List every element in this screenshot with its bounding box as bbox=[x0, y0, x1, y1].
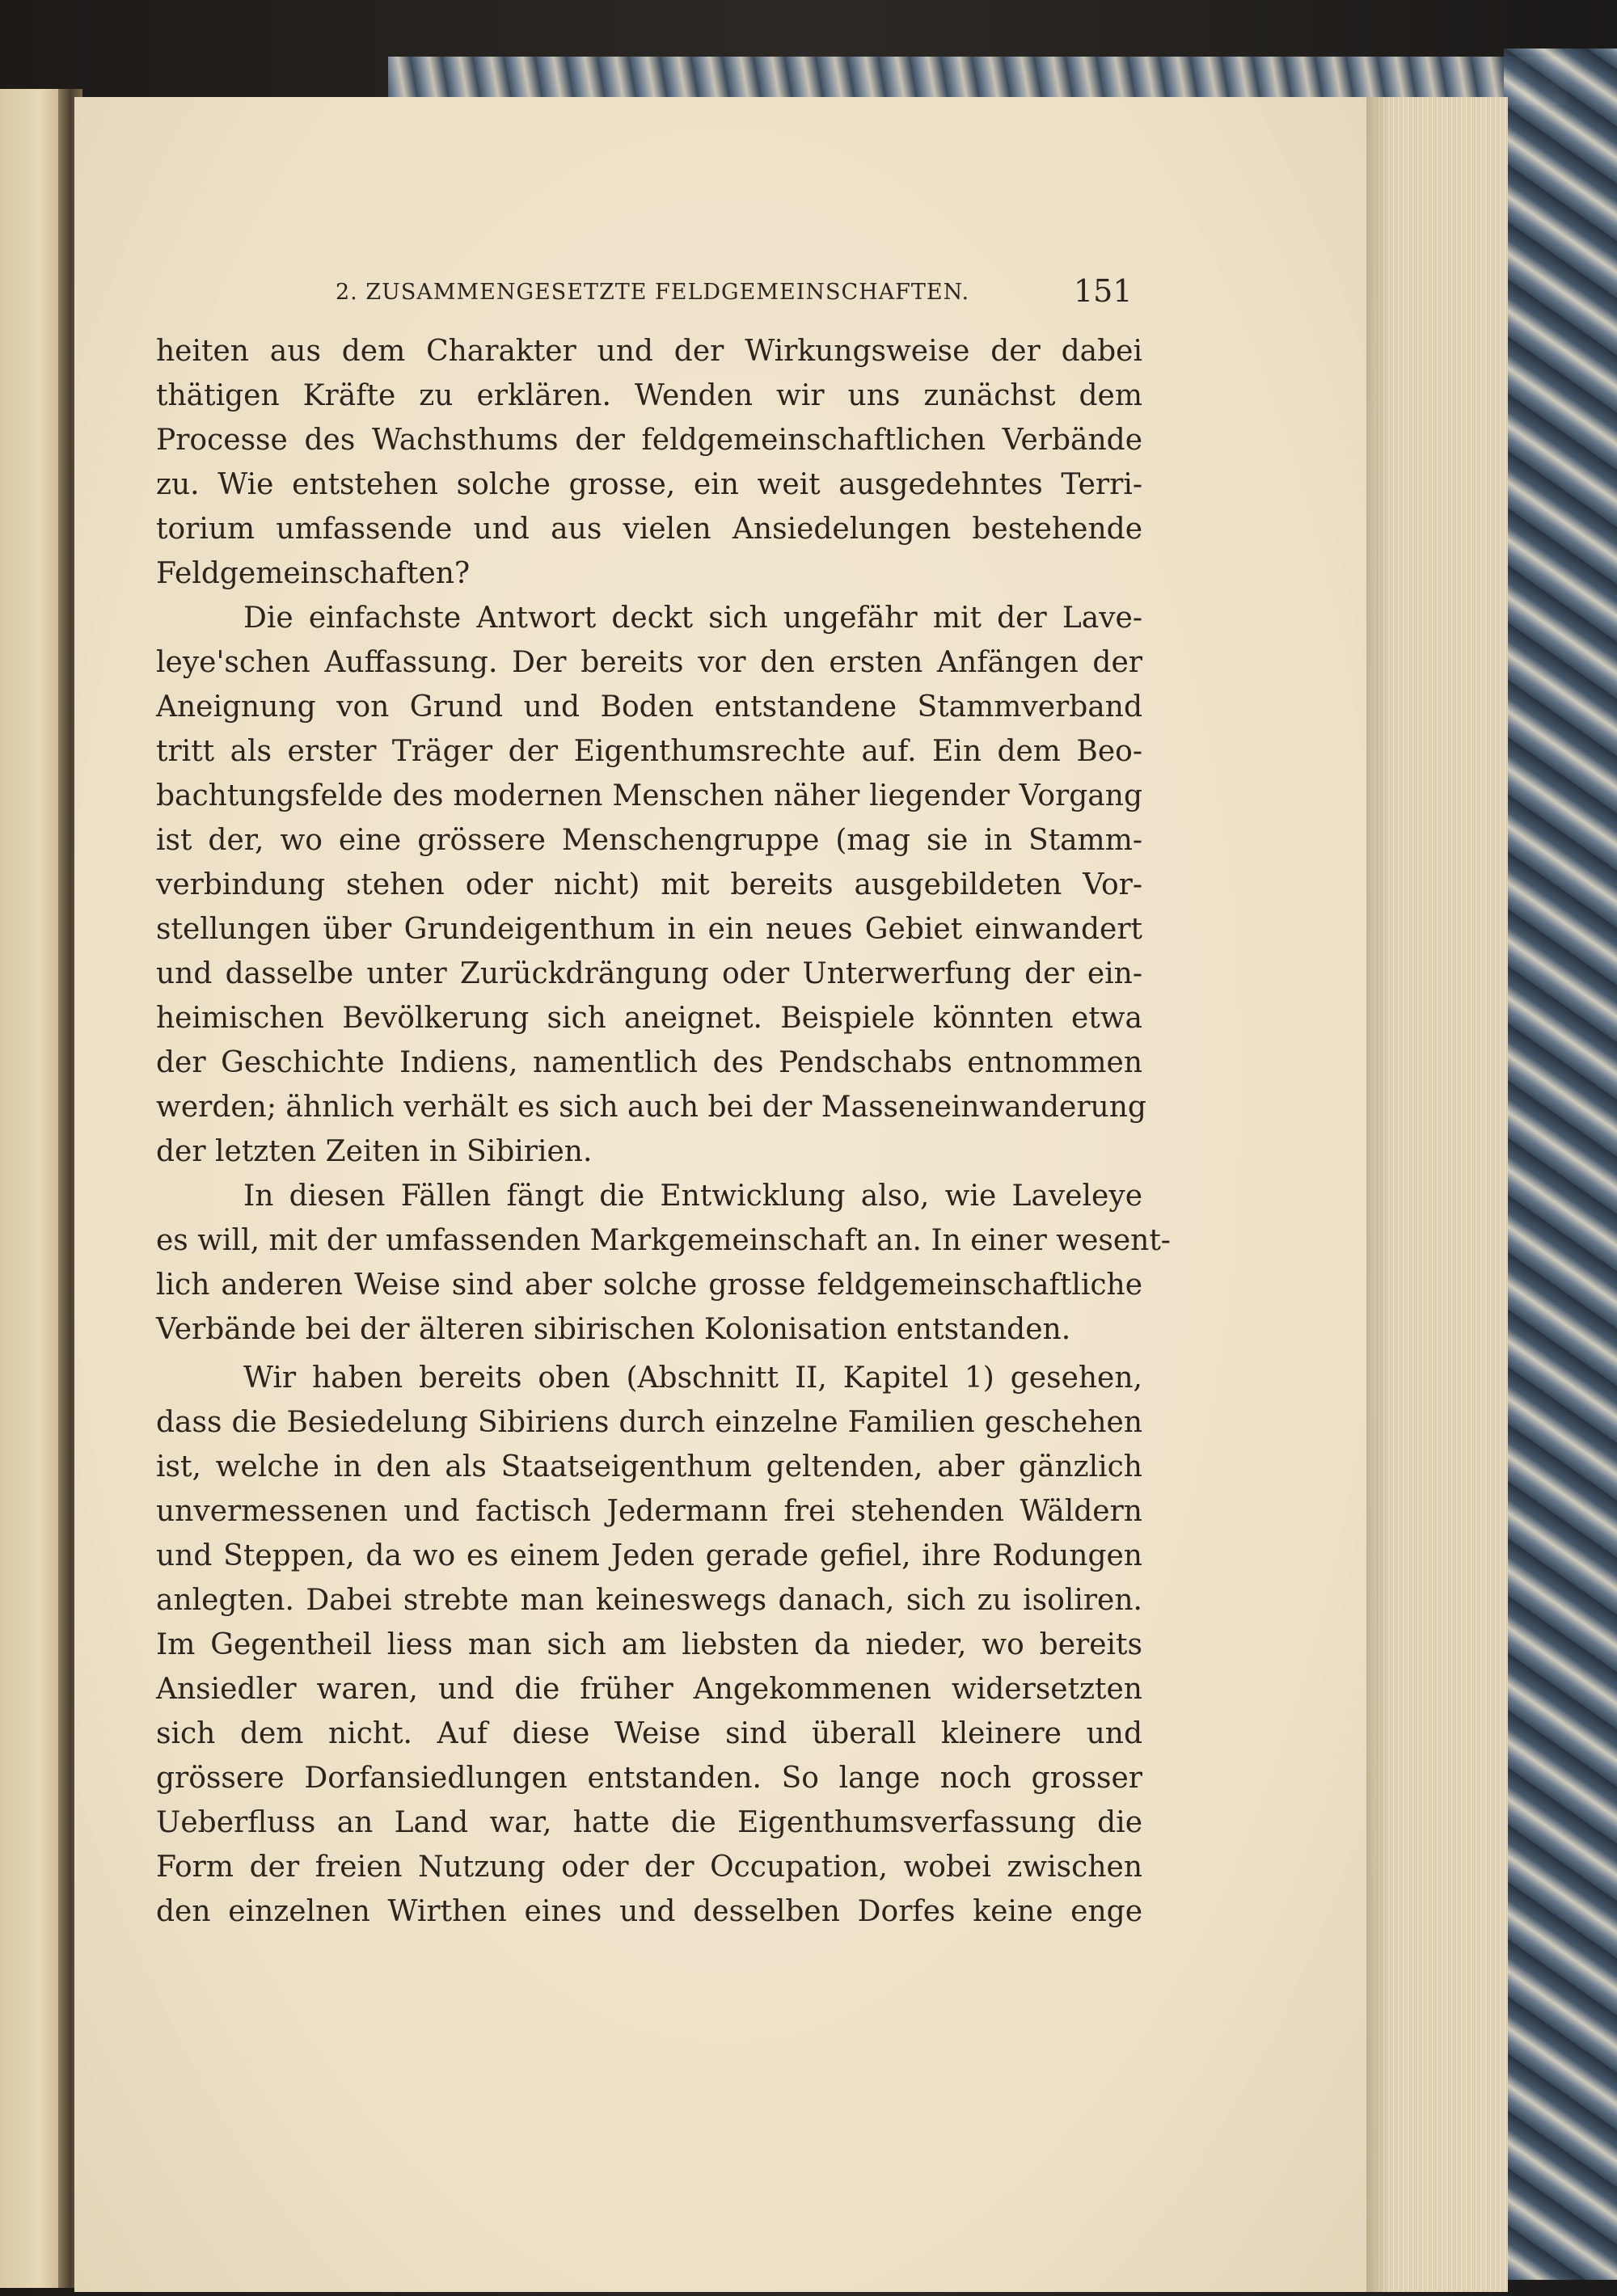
text-line: Ueberfluss an Land war, hatte die Eigenthumsverfassung die bbox=[156, 1806, 1142, 1839]
text-line: torium umfassende und aus vielen Ansiedelungen bestehende bbox=[156, 513, 1142, 546]
text-line: heiten aus dem Charakter und der Wirkungsweise der dabei bbox=[156, 335, 1142, 368]
text-line: Feldgemeinschaften? bbox=[156, 557, 471, 590]
text-line: tritt als erster Träger der Eigenthumsrechte auf. Ein dem Beo- bbox=[156, 735, 1142, 768]
text-line: Processe des Wachsthums der feldgemeinschaftlichen Verbände bbox=[156, 424, 1142, 457]
text-line: Verbände bei der älteren sibirischen Kolonisation entstanden. bbox=[156, 1313, 1071, 1346]
text-line: ist der, wo eine grössere Menschengruppe (mag sie in Stamm- bbox=[156, 824, 1142, 857]
text-line: Aneignung von Grund und Boden entstandene Stammverband bbox=[156, 690, 1142, 724]
text-line: Form der freien Nutzung oder der Occupation, wobei zwischen bbox=[156, 1851, 1142, 1884]
text-line: lich anderen Weise sind aber solche grosse feldgemeinschaftliche bbox=[156, 1268, 1142, 1302]
text-line: heimischen Bevölkerung sich aneignet. Beispiele könnten etwa bbox=[156, 1002, 1142, 1035]
text-line: thätigen Kräfte zu erklären. Wenden wir uns zunächst dem bbox=[156, 379, 1142, 412]
text-line: Die einfachste Antwort deckt sich ungefähr mit der Lave- bbox=[243, 601, 1142, 635]
text-line: es will, mit der umfassenden Markgemeinschaft an. In einer wesent- bbox=[156, 1224, 1171, 1257]
text-line: stellungen über Grundeigenthum in ein neues Gebiet einwandert bbox=[156, 913, 1142, 946]
page-edge-shadow bbox=[1366, 97, 1391, 2292]
text-line: sich dem nicht. Auf diese Weise sind überall kleinere und bbox=[156, 1717, 1142, 1750]
text-line: und dasselbe unter Zurückdrängung oder Unterwerfung der ein- bbox=[156, 957, 1142, 990]
text-line: den einzelnen Wirthen eines und desselben Dorfes keine enge bbox=[156, 1895, 1142, 1928]
text-line: dass die Besiedelung Sibiriens durch einzelne Familien geschehen bbox=[156, 1406, 1142, 1439]
text-line: zu. Wie entstehen solche grosse, ein weit ausgedehntes Terri- bbox=[156, 468, 1142, 501]
text-line: ist, welche in den als Staatseigenthum geltenden, aber gänzlich bbox=[156, 1450, 1142, 1484]
text-line: werden; ähnlich verhält es sich auch bei der Masseneinwanderung bbox=[156, 1091, 1146, 1124]
page-number: 151 bbox=[1074, 273, 1133, 309]
marbled-cover-edge bbox=[1504, 49, 1617, 2280]
text-line: bachtungsfelde des modernen Menschen näher liegender Vorgang bbox=[156, 779, 1142, 812]
text-line: der letzten Zeiten in Sibirien. bbox=[156, 1135, 593, 1168]
running-title: 2. ZUSAMMENGESETZTE FELDGEMEINSCHAFTEN. bbox=[336, 280, 970, 305]
text-line: In diesen Fällen fängt die Entwicklung also, wie Laveleye bbox=[243, 1180, 1142, 1213]
text-line: leye'schen Auffassung. Der bereits vor den ersten Anfängen der bbox=[156, 646, 1142, 679]
text-line: grössere Dorfansiedlungen entstanden. So lange noch grosser bbox=[156, 1762, 1142, 1795]
text-line: Im Gegentheil liess man sich am liebsten da nieder, wo bereits bbox=[156, 1628, 1142, 1661]
text-line: der Geschichte Indiens, namentlich des Pendschabs entnommen bbox=[156, 1046, 1142, 1079]
text-line: und Steppen, da wo es einem Jeden gerade gefiel, ihre Rodungen bbox=[156, 1539, 1142, 1572]
running-header bbox=[336, 280, 1144, 312]
text-line: unvermessenen und factisch Jedermann frei stehenden Wäldern bbox=[156, 1495, 1142, 1528]
text-line: Ansiedler waren, und die früher Angekommenen widersetzten bbox=[156, 1673, 1142, 1706]
text-line: verbindung stehen oder nicht) mit bereits ausgebildeten Vor- bbox=[156, 868, 1142, 901]
text-line: anlegten. Dabei strebte man keineswegs danach, sich zu isoliren. bbox=[156, 1584, 1142, 1617]
text-line: Wir haben bereits oben (Abschnitt II, Kapitel 1) gesehen, bbox=[243, 1361, 1142, 1395]
